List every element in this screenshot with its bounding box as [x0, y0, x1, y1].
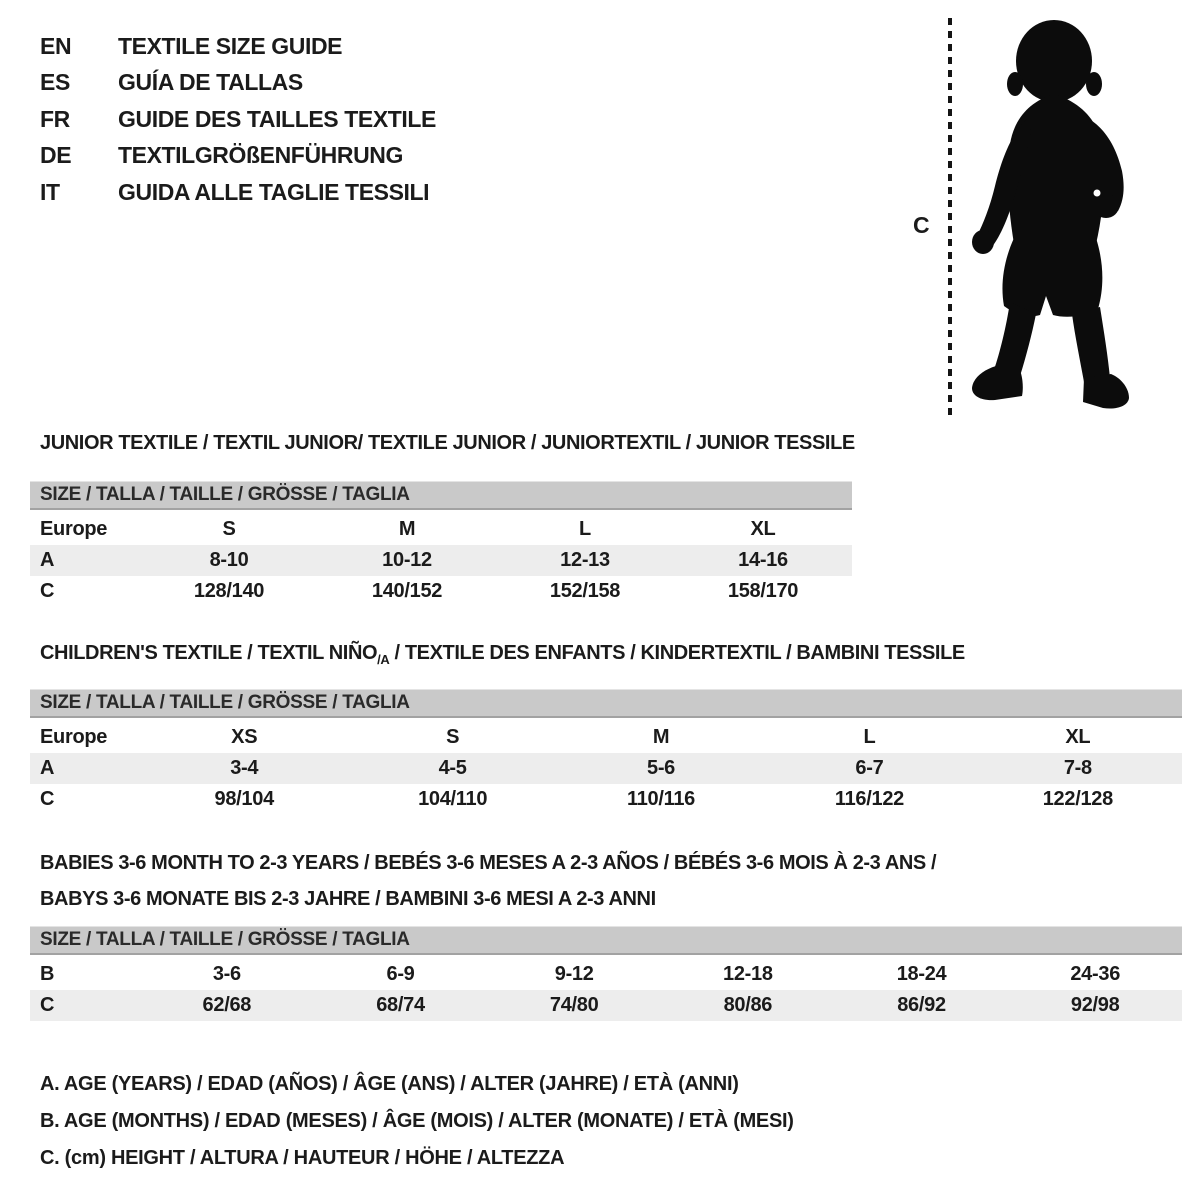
language-title: TEXTILGRÖßENFÜHRUNG [118, 142, 403, 169]
legend-line-b: B. AGE (MONTHS) / EDAD (MESES) / ÂGE (MOIS) / ALTER (MONATE) / ETÀ (MESI) [40, 1110, 794, 1132]
table-row-age [30, 753, 1182, 784]
language-code: DE [40, 142, 72, 169]
height-measure-dashed-line [946, 16, 954, 418]
language-row-es [40, 65, 436, 102]
size-cell: XS [231, 726, 258, 748]
size-cell: 74/80 [549, 994, 599, 1016]
language-row-de [40, 138, 436, 175]
language-row-it [40, 174, 436, 211]
toddler-silhouette-icon [966, 16, 1136, 416]
table-header-bar: SIZE / TALLA / TAILLE / GRÖSSE / TAGLIA [30, 481, 852, 510]
table-row-height [30, 990, 1182, 1021]
size-cell: 3-4 [230, 757, 259, 779]
size-cell: 6-9 [386, 963, 415, 985]
size-cell: 18-24 [896, 963, 947, 985]
size-cell: 128/140 [193, 580, 265, 602]
size-cell: 122/128 [1042, 788, 1113, 810]
language-title: GUIDE DES TAILLES TEXTILE [118, 105, 436, 132]
size-cell: 24-36 [1070, 963, 1121, 985]
size-cell: 104/110 [418, 788, 488, 810]
measure-label-c: C [913, 212, 930, 238]
table-row-months [30, 959, 1182, 990]
table-row-europe [30, 722, 1182, 753]
legend-line-c: C. (cm) HEIGHT / ALTURA / HAUTEUR / HÖHE / ALTEZZA [40, 1147, 565, 1169]
size-cell: 152/158 [549, 580, 621, 602]
row-label: C [40, 580, 55, 602]
language-code: ES [40, 69, 70, 96]
size-cell: L [863, 726, 876, 748]
size-cell: 110/116 [627, 788, 696, 810]
table-row-europe [30, 514, 852, 545]
size-cell: 98/104 [214, 788, 274, 810]
language-code: EN [40, 32, 72, 59]
junior-section-title: JUNIOR TEXTILE / TEXTIL JUNIOR/ TEXTILE JUNIOR / JUNIORTEXTIL / JUNIOR TESSILE [40, 432, 855, 454]
babies-title-line1: BABIES 3-6 MONTH TO 2-3 YEARS / BEBÉS 3-6 MESES A 2-3 AÑOS / BÉBÉS 3-6 MOIS À 2-3 ANS / [40, 852, 937, 874]
row-label: A [40, 757, 55, 779]
size-cell: S [446, 726, 460, 748]
size-cell: 12-13 [560, 549, 610, 571]
table-header-bar: SIZE / TALLA / TAILLE / GRÖSSE / TAGLIA [30, 926, 1182, 955]
language-list [40, 28, 436, 211]
language-title: GUIDA ALLE TAGLIE TESSILI [118, 178, 430, 205]
size-cell: 10-12 [382, 549, 432, 571]
children-section-title [40, 642, 965, 665]
size-cell: 7-8 [1063, 757, 1092, 779]
size-cell: 5-6 [647, 757, 676, 779]
language-code: IT [40, 178, 60, 205]
size-cell: 158/170 [727, 580, 799, 602]
row-label: B [40, 963, 55, 985]
children-size-table [30, 689, 1182, 815]
table-row-height [30, 576, 852, 607]
legend-line-a: A. AGE (YEARS) / EDAD (AÑOS) / ÂGE (ANS) / ALTER (JAHRE) / ETÀ (ANNI) [40, 1073, 739, 1095]
children-title-subscript: /A [377, 652, 390, 667]
row-label: C [40, 788, 55, 810]
table-header-bar: SIZE / TALLA / TAILLE / GRÖSSE / TAGLIA [30, 689, 1182, 718]
size-cell: M [652, 726, 670, 748]
children-title-suffix: / TEXTILE DES ENFANTS / KINDERTEXTIL / BAMBINI TESSILE [389, 642, 965, 664]
size-cell: 92/98 [1070, 994, 1120, 1016]
size-cell: 6-7 [855, 757, 884, 779]
language-title: TEXTILE SIZE GUIDE [118, 32, 343, 59]
size-cell: 62/68 [202, 994, 252, 1016]
size-cell: L [579, 518, 591, 540]
babies-size-table [30, 926, 1182, 1021]
size-cell: 116/122 [834, 788, 904, 810]
size-cell: 86/92 [897, 994, 946, 1016]
size-cell: 8-10 [209, 549, 249, 571]
babies-section-title [40, 845, 936, 917]
size-cell: 4-5 [438, 757, 467, 779]
size-cell: 68/74 [376, 994, 425, 1016]
size-cell: S [222, 518, 236, 540]
size-cell: 3-6 [212, 963, 241, 985]
babies-title-line2: BABYS 3-6 MONATE BIS 2-3 JAHRE / BAMBINI 3-6 MESI A 2-3 ANNI [40, 888, 656, 910]
language-row-en [40, 28, 436, 65]
row-label: Europe [40, 518, 108, 540]
size-cell: XL [750, 518, 776, 540]
measure-legend [40, 1066, 794, 1177]
row-label: C [40, 994, 55, 1016]
row-label: A [40, 549, 55, 571]
language-row-fr [40, 101, 436, 138]
table-row-height [30, 784, 1182, 815]
size-cell: 80/86 [723, 994, 773, 1016]
language-title: GUÍA DE TALLAS [118, 69, 303, 96]
size-cell: 140/152 [371, 580, 443, 602]
language-code: FR [40, 105, 70, 132]
size-cell: 12-18 [723, 963, 773, 985]
size-cell: 14-16 [738, 549, 788, 571]
size-cell: M [398, 518, 416, 540]
children-title-prefix: CHILDREN'S TEXTILE / TEXTIL NIÑO [40, 642, 378, 664]
table-row-age [30, 545, 852, 576]
junior-size-table [30, 481, 852, 607]
size-cell: XL [1065, 726, 1091, 748]
row-label: Europe [40, 726, 108, 748]
size-cell: 9-12 [554, 963, 594, 985]
